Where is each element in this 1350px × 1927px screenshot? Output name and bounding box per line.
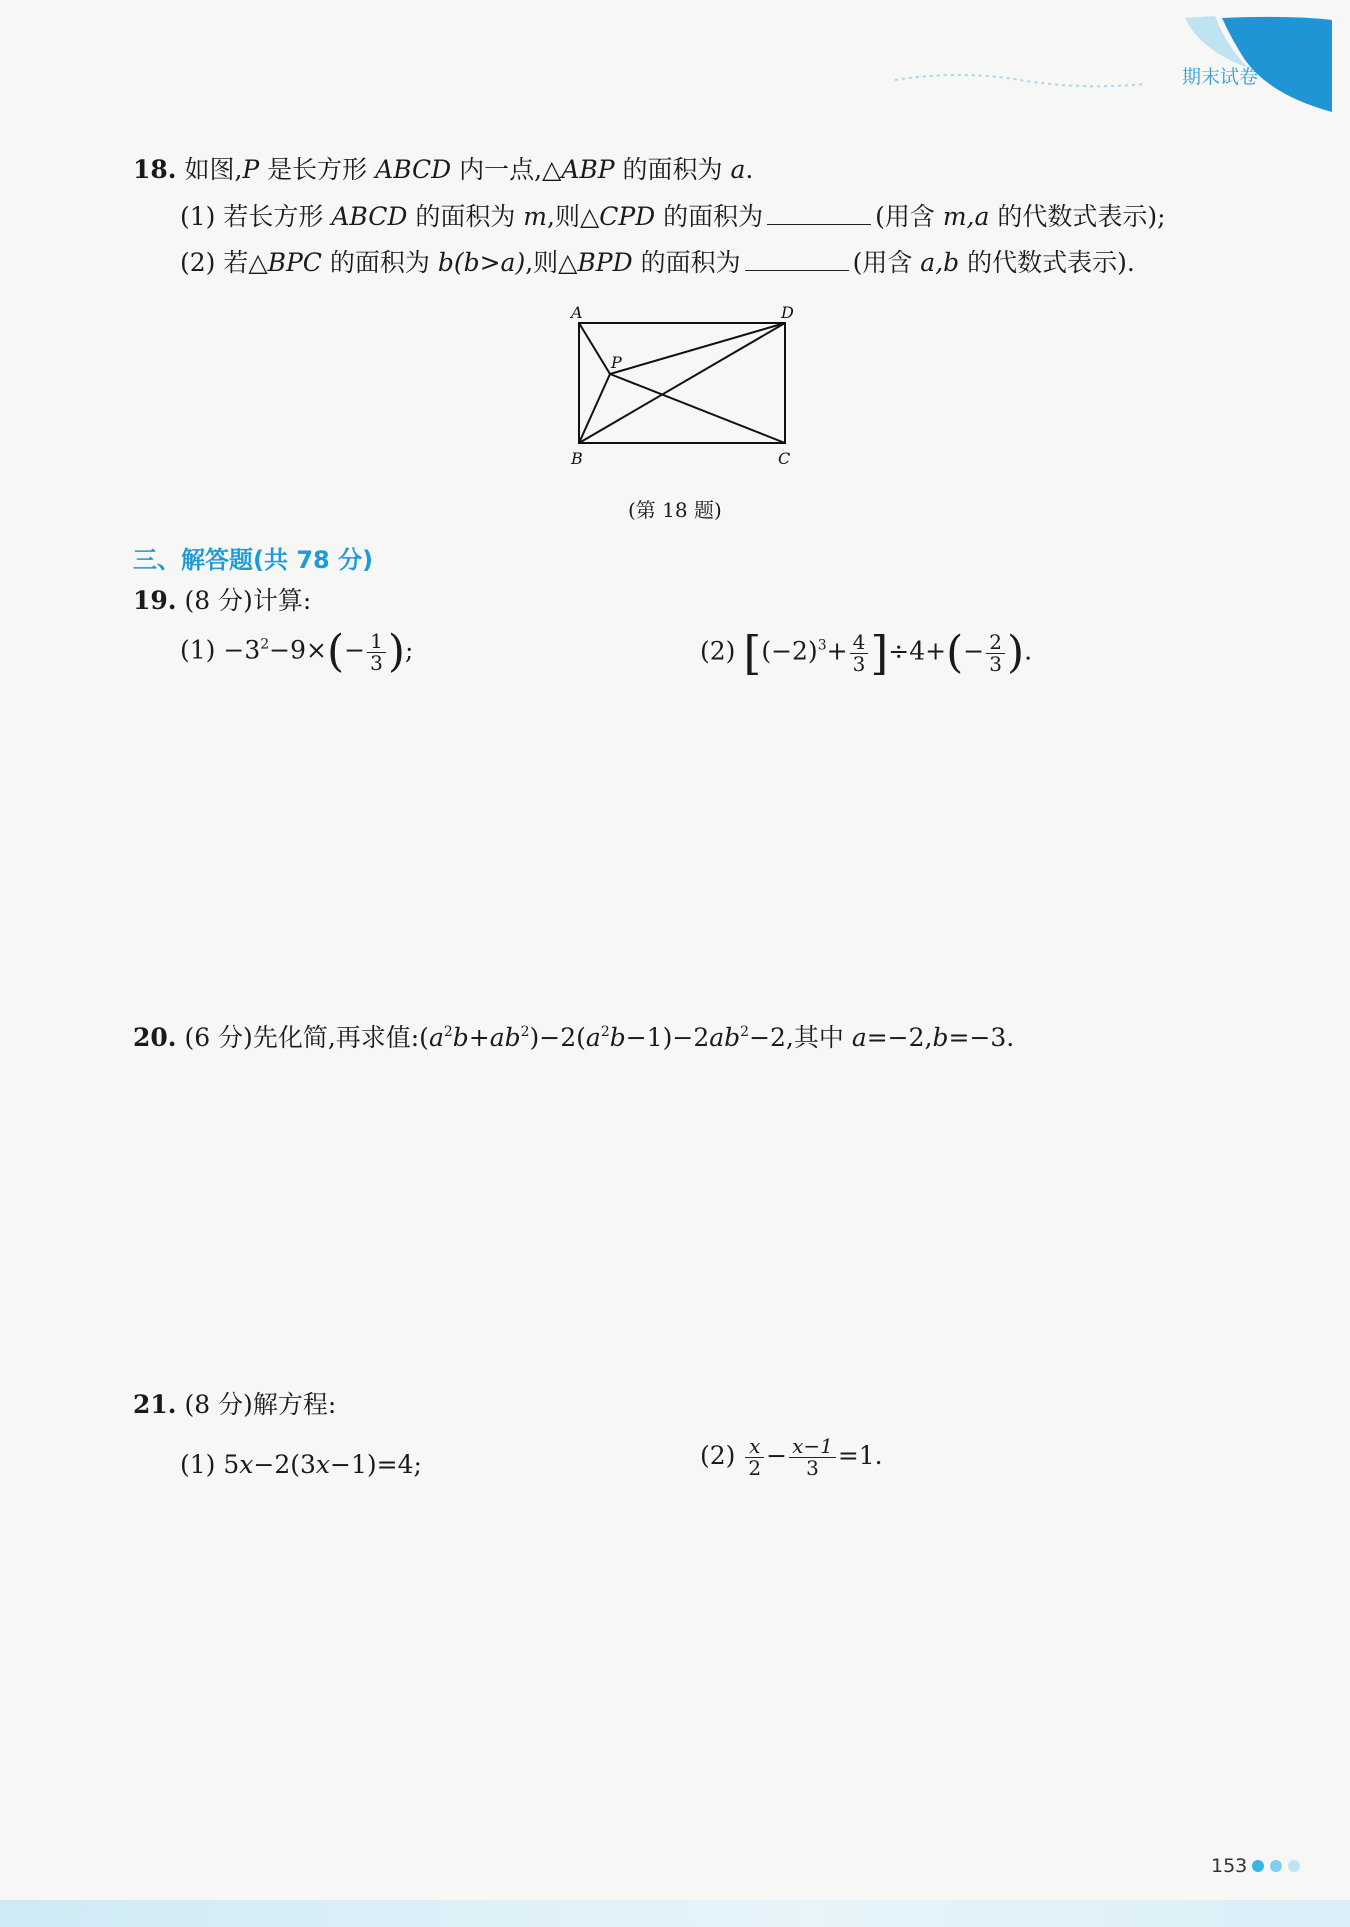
q19-stem	[133, 586, 311, 616]
q18-part1-text: (用含	[875, 202, 943, 231]
q18-part1-text: 的面积为	[407, 202, 524, 231]
q18-part1-var: m,a	[942, 202, 990, 231]
q18-part2-text: (2) 若△	[180, 248, 268, 277]
answer-blank-2[interactable]	[745, 250, 849, 271]
q19-part2-end: .	[1024, 636, 1033, 666]
left-bracket: [	[743, 626, 762, 680]
q18-part2-text: 的面积为	[321, 248, 438, 277]
answer-blank-1[interactable]	[767, 204, 871, 225]
q18-part1-text: 的面积为	[655, 202, 764, 231]
page-number: 153	[1211, 1855, 1248, 1877]
q20-var: a	[428, 1023, 444, 1052]
fraction-one-third	[367, 628, 386, 675]
left-paren: (	[946, 627, 964, 678]
label-a: A	[571, 303, 583, 322]
q21-part1-expr: 5	[223, 1450, 240, 1479]
numerator: x	[745, 1436, 764, 1458]
q18-text: 内一点,△	[451, 155, 562, 184]
q18-part2-text: (用含	[852, 248, 921, 277]
q19-number: 19.	[133, 586, 177, 615]
q21-stem	[133, 1390, 336, 1420]
q19-part1-expr: −3	[223, 635, 261, 665]
q18-part2-text: ,则△	[525, 248, 578, 277]
fraction-two-thirds	[986, 629, 1005, 676]
right-paren: )	[387, 626, 405, 677]
page-dot-icon	[1270, 1860, 1282, 1872]
q20-var: ab	[709, 1023, 741, 1052]
q19-text: (8 分)计算:	[184, 586, 312, 615]
q18-var-abp: ABP	[561, 155, 615, 184]
numerator: 1	[367, 631, 386, 653]
label-d: D	[781, 303, 794, 322]
q21-number: 21.	[133, 1390, 177, 1419]
minus-sign: −	[766, 1441, 788, 1470]
numerator: x−1	[789, 1436, 836, 1458]
numerator: 2	[986, 632, 1005, 654]
q18-part1-var: m	[523, 202, 547, 231]
q21-part2-end: =1.	[837, 1441, 883, 1470]
q18-part2	[180, 248, 1135, 278]
q20-number: 20.	[133, 1023, 177, 1052]
q19-part1-expr: −9×	[269, 635, 327, 665]
right-paren: )	[1006, 627, 1025, 678]
bottom-band	[0, 1900, 1350, 1927]
q18-part1-text: 的代数式表示);	[989, 202, 1166, 231]
q19-part2-exponent: 3	[817, 637, 827, 654]
header-label: 期末试卷	[1181, 66, 1258, 88]
q18-part2-var: BPD	[577, 248, 633, 277]
q18-part2-var: BPC	[267, 248, 322, 277]
fraction-four-thirds	[850, 629, 869, 676]
q21-part1	[180, 1450, 422, 1480]
q20-exponent: 2	[520, 1024, 530, 1040]
q20-var: b+ab	[452, 1023, 521, 1052]
q21-part1-expr: −2(3	[253, 1450, 316, 1479]
q21-part2	[700, 1436, 883, 1479]
denominator: 3	[852, 651, 866, 676]
q18-part1	[180, 202, 1166, 232]
section-title: 三、解答题(共 78 分)	[133, 546, 374, 574]
fraction-x-over-2	[745, 1436, 764, 1479]
q20-exponent: 2	[443, 1024, 453, 1040]
q18-var-abcd: ABCD	[375, 155, 452, 184]
denominator: 3	[370, 650, 383, 675]
q19-part2-label: (2)	[700, 636, 736, 666]
q18-part1-text: ,则△	[547, 202, 600, 231]
q19-part1-end: ;	[405, 635, 414, 665]
q21-part2-label: (2)	[700, 1441, 736, 1470]
segment-dp	[610, 323, 785, 374]
q18-stem	[133, 155, 753, 185]
minus-sign: −	[963, 636, 985, 666]
label-p: P	[611, 353, 622, 372]
plus-sign: +	[826, 636, 848, 666]
page-dot-icon	[1252, 1860, 1264, 1872]
denominator: 3	[989, 651, 1002, 676]
q20-var: b	[932, 1023, 949, 1052]
numerator: 4	[850, 632, 869, 654]
q18-part1-var: ABCD	[331, 202, 408, 231]
q18-part1-var: CPD	[599, 202, 656, 231]
q21-part1-expr: −1)=4;	[330, 1450, 422, 1479]
q20-text: =−2,	[866, 1023, 933, 1052]
diagonal-bd	[579, 323, 785, 443]
right-bracket: ]	[870, 626, 889, 680]
q18-var-a: a	[730, 155, 746, 184]
q18-text: 的面积为	[614, 155, 731, 184]
q18-text: .	[745, 155, 754, 184]
left-paren: (	[326, 626, 345, 677]
q20-text: )−2(	[529, 1023, 586, 1052]
label-c: C	[778, 449, 791, 468]
q18-part2-text: 的代数式表示).	[959, 248, 1135, 277]
q18-figure	[560, 296, 810, 476]
page-dot-icon	[1288, 1860, 1300, 1872]
fraction-x-minus-1-over-3	[789, 1436, 836, 1479]
q18-part2-var: b(b>a)	[437, 248, 526, 277]
segment-bp	[579, 374, 610, 443]
q19-part1-label: (1)	[180, 635, 216, 665]
q20-text: −2,其中	[749, 1023, 852, 1052]
q20-text: (6 分)先化简,再求值:(	[184, 1023, 429, 1052]
q18-part2-text: 的面积为	[632, 248, 741, 277]
denominator: 3	[806, 1456, 819, 1480]
q21-part1-var: x	[315, 1450, 331, 1479]
q20-var: a	[585, 1023, 601, 1052]
q21-text: (8 分)解方程:	[184, 1390, 337, 1419]
q19-part1	[180, 626, 414, 677]
header-decoration	[0, 0, 1350, 120]
q18-number: 18.	[133, 155, 177, 184]
denominator: 2	[748, 1456, 762, 1480]
q18-text: 是长方形	[259, 155, 376, 184]
q18-part1-text: (1) 若长方形	[180, 202, 332, 231]
q20-var: a	[851, 1023, 867, 1052]
q20-exponent: 2	[740, 1024, 750, 1040]
segment-ap	[579, 323, 610, 374]
minus-sign: −	[344, 635, 366, 665]
q20-exponent: 2	[600, 1024, 610, 1040]
q20-text: −1)−2	[625, 1023, 710, 1052]
q19-part2-expr: ÷4+	[888, 636, 947, 666]
q21-part1-label: (1)	[180, 1450, 216, 1479]
label-b: B	[571, 449, 583, 468]
q19-part1-exponent: 2	[260, 636, 270, 653]
q18-part2-var: a,b	[920, 248, 960, 277]
figure-caption: (第 18 题)	[628, 498, 722, 522]
q19-part2	[700, 626, 1033, 680]
q20-var: b	[609, 1023, 626, 1052]
q18-text: 如图,	[184, 155, 243, 184]
q20-stem	[133, 1023, 1014, 1053]
q20-text: =−3.	[948, 1023, 1015, 1052]
q21-part1-var: x	[239, 1450, 254, 1479]
q18-var-p: P	[242, 155, 260, 184]
q19-part2-expr: (−2)	[761, 636, 818, 666]
